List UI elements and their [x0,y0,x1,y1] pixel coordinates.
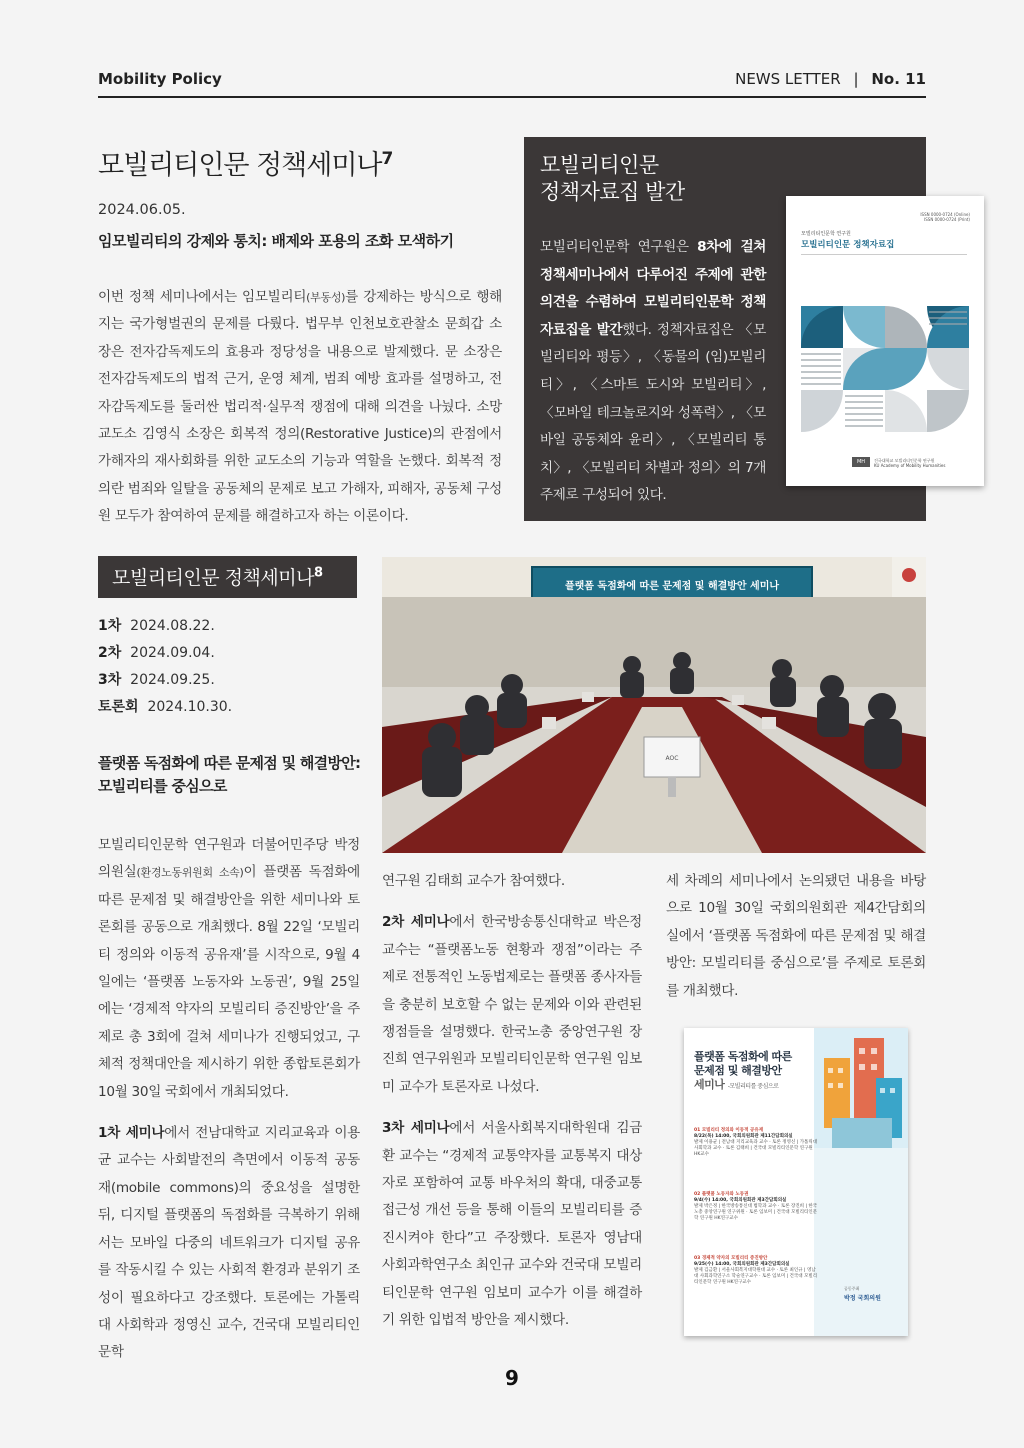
book-issn: ISSN 0000-0724 (Online) ISSN 0000-0724 (Print) [920,212,970,222]
schedule-item: 토론회 2024.10.30. [98,699,233,715]
seminar7-subtitle: 임모빌리티의 강제와 통치: 배제와 포용의 조화 모색하기 [98,232,454,250]
policy-book-cover [786,196,984,486]
paragraph: 1차 세미나에서 전남대학교 지리교육과 이용균 교수는 사회발전의 측면에서 이동적 공동재(mobile commons)의 중요성을 설명한 뒤, 디지털 플랫폼의 독점화를 극복하기 위해서는 모바일 다중의 네트워크가 디지털 공유를 작동시킬 수 있는 사회적 환경과 분위기 조성이 필요하다고 강조했다. 토론에는 가톨릭대 사회학과 정영신 교수, 건국대 모빌리티인문학 [98,1125,360,1361]
header-rule [98,96,926,98]
materials-text: 모빌리티인문학 연구원은 8차에 걸쳐 정책세미나에서 다루어진 주제에 관한 의견을 수렴하여 모빌리티인문학 정책자료집을 발간했다. 정책자료집은 〈모빌리티와 평등〉, 〈동물의 (임)모빌리티〉, 〈스마트 도시와 모빌리티〉, 〈모바일 테크놀로지와 성폭력〉, 〈모바일 공동체와 윤리〉, 〈모빌리티 통치〉, 〈모빌리티 차별과 정의〉의 7개 주제로 구성되어 있다. [540,239,766,504]
seminar8-column-2 [382,868,642,1335]
seminar7-title: 모빌리티인문 정책세미나$^7$ [98,149,393,181]
seminar7-body: 이번 정책 세미나에서는 임모빌리티(부동성)를 강제하는 방식으로 행해지는 국가형벌권의 문제를 다뤘다. 법무부 인천보호관찰소 문희갑 소장은 전자감독제도의 효용과 정당성을 내용으로 발제했다. 문 소장은 전자감독제도의 법적 근거, 운영 체계, 범죄 예방 효과를 설명하고, 전자감독제도를 둘러싼 법리적·실무적 쟁점에 대해 의견을 나눴다. 소망교도소 김영식 소장은 회복적 정의(Restorative Justice)의 관점에서 가해자의 재사회화를 위한 교도소의 기능과 역할을 논했다. 회복적 정의란 범죄와 일탈을 공동체의 문제로 보고 가해자, 피해자, 공동체 구성원 모두가 참여하여 문제를 해결하고자 하는 이론이다. [98,289,502,525]
paragraph: 연구원 김태희 교수가 참여했다. [382,873,565,889]
seminar8-column-3 [666,868,926,1005]
poster-city-graphic [814,1028,908,1336]
page-number: 9 [505,1366,519,1390]
schedule-item: 1차 2024.08.22. [98,618,215,634]
issue-number: No. 11 [871,70,926,88]
book-rule [801,254,967,255]
poster-item: 02 플랫폼 노동자와 노동권 9/4(수) 14:00, 국회의원회관 제3간담회의실 발제 박은정 | 한국방송통신대 법학과 교수 · 토론 장진희 | 한국노총 중앙연구원 연구위원 · 토론 임보미 | 건국대 모빌리티인문학 연구원 HK연구교수 [694,1192,818,1221]
photo-banner-text: 플랫폼 독점화에 따른 문제점 및 해결방안 세미나 [564,581,780,592]
seminar8-column-1 [98,832,360,1367]
seminar-photo-illustration [382,557,926,853]
seminar8-subtitle: 플랫폼 독점화에 따른 문제점 및 해결방안: 모빌리티를 중심으로 [98,754,361,795]
section-label: Mobility Policy [98,70,222,88]
paragraph: 3차 세미나에서 서울사회복지대학원대 김금환 교수는 “경제적 교통약자를 교통복지 대상자로 포함하여 교통 바우처의 확대, 대중교통 접근성 개선 등을 통해 이들의 모빌리티를 증진시켜야 한다”고 주장했다. 토론자 영남대 사회과학연구소 최인규 교수와 건국대 모빌리티인문학 연구원 임보미 교수가 이를 해결하기 위한 입법적 방안을 제시했다. [382,1120,643,1329]
schedule-item: 3차 2024.09.25. [98,672,215,688]
book-org: 모빌리티인문학 연구원 [801,231,851,237]
seminar8-title: 모빌리티인문 정책세미나$^8$ [112,565,323,589]
book-cover-graphic [801,306,969,434]
book-logo: MH [852,457,870,467]
paragraph: 세 차례의 세미나에서 논의됐던 내용을 바탕으로 10월 30일 국회의원회관 제4간담회의실에서 ‘플랫폼 독점화에 따른 문제점 및 해결방안: 모빌리티를 중심으로’를 주제로 토론회를 개최했다. [666,873,926,999]
poster-item: 01 모빌리티 정의와 이동적 공유재 8/22(목) 14:00, 국회의원회관 제11간담회의실 발제 이용균 | 전남대 지리교육과 교수 · 토론 정영신 | 가톨릭대 사회학과 교수 · 토론 김태희 | 건국대 모빌리티인문학 연구원 HK교수 [694,1128,818,1157]
header-separator: | [853,70,859,88]
paragraph: 2차 세미나에서 한국방송통신대학교 박은정 교수는 “플랫폼노동 현황과 쟁점”이라는 주제로 전통적인 노동법제로는 플랫폼 종사자들을 충분히 보호할 수 없는 문제와 이와 관련된 쟁점들을 설명했다. 한국노총 중앙연구원 장진희 연구위원과 모빌리티인문학 연구원 임보미 교수가 토론자로 나섰다. [382,914,643,1095]
newsletter-label: NEWS LETTER [735,70,841,88]
poster-host: 박정 국회의원 [844,1295,881,1302]
seminar8-number: 8 [313,565,323,581]
seminar-poster [684,1028,908,1336]
photo-monitor-text: AOC [665,755,679,762]
newsletter-issue [735,70,926,88]
book-publisher: 건국대학교 모빌리티인문학 연구원 KU Academy of Mobility Humanities [874,458,946,468]
materials-title: 모빌리티인문 정책자료집 발간 [540,153,685,204]
poster-item: 03 경제적 약자의 모빌리티 증진방안 9/25(수) 14:00, 국회의원회관 제3간담회의실 발제 김금환 | 서울사회복지대학원대 교수 · 토론 최인규 | 영남대 사회과학연구소 학술연구교수 · 토론 임보미 | 건국대 모빌리티인문학 연구원 HK연구교수 [694,1256,818,1285]
seminar7-date: 2024.06.05. [98,202,186,218]
seminar-photo [382,557,926,853]
poster-host-label: 공동주최 [844,1286,860,1291]
seminar7-number: 7 [381,149,393,169]
book-title: 모빌리티인문 정책자료집 [801,240,895,250]
paragraph: 모빌리티인문학 연구원과 더불어민주당 박정의원실(환경노동위원회 소속)이 플랫폼 독점화에 따른 문제점 및 해결방안을 위한 세미나와 토론회를 공동으로 개최했다. 8월 22일 ‘모빌리티 정의와 이동적 공유재’를 시작으로, 9월 4일에는 ‘플랫폼 노동자와 노동권’, 9월 25일에는 ‘경제적 약자의 모빌리티 증진방안’을 주제로 총 3회에 걸쳐 세미나가 진행되었고, 구체적 정책대안을 제시하기 위한 종합토론회가 10월 30일 국회에서 개최되었다. [98,837,360,1100]
poster-title: 플랫폼 독점화에 따른 문제점 및 해결방안 세미나 -모빌리티를 중심으로 [694,1050,792,1091]
schedule-item: 2차 2024.09.04. [98,645,215,661]
